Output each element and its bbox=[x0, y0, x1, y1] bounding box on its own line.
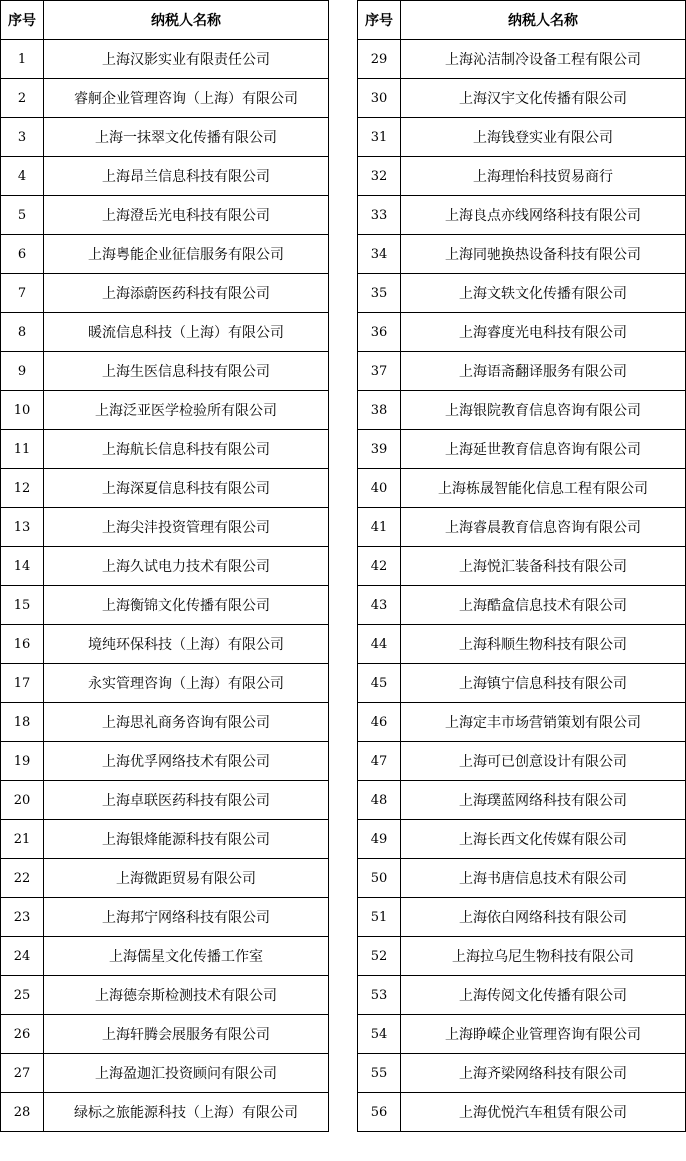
row-index: 39 bbox=[358, 430, 401, 469]
table-row bbox=[358, 235, 686, 274]
taxpayer-name: 境纯环保科技（上海）有限公司 bbox=[44, 625, 329, 664]
name-header: 纳税人名称 bbox=[401, 1, 686, 40]
row-index: 27 bbox=[1, 1054, 44, 1093]
row-index: 42 bbox=[358, 547, 401, 586]
taxpayer-name: 暖流信息科技（上海）有限公司 bbox=[44, 313, 329, 352]
taxpayer-table-right bbox=[357, 0, 686, 1132]
taxpayer-name: 上海良点亦线网络科技有限公司 bbox=[401, 196, 686, 235]
table-row bbox=[1, 976, 329, 1015]
index-header: 序号 bbox=[1, 1, 44, 40]
taxpayer-name: 上海悦汇装备科技有限公司 bbox=[401, 547, 686, 586]
header-row bbox=[1, 1, 329, 40]
row-index: 11 bbox=[1, 430, 44, 469]
row-index: 6 bbox=[1, 235, 44, 274]
taxpayer-name: 睿舸企业管理咨询（上海）有限公司 bbox=[44, 79, 329, 118]
table-row bbox=[1, 274, 329, 313]
table-row bbox=[358, 1093, 686, 1132]
table-row bbox=[358, 1015, 686, 1054]
row-index: 9 bbox=[1, 352, 44, 391]
taxpayer-name: 上海酷盒信息技术有限公司 bbox=[401, 586, 686, 625]
taxpayer-name: 上海生医信息科技有限公司 bbox=[44, 352, 329, 391]
taxpayer-name: 上海尖沣投资管理有限公司 bbox=[44, 508, 329, 547]
row-index: 4 bbox=[1, 157, 44, 196]
taxpayer-name: 上海澄岳光电科技有限公司 bbox=[44, 196, 329, 235]
taxpayer-name: 上海科顺生物科技有限公司 bbox=[401, 625, 686, 664]
row-index: 3 bbox=[1, 118, 44, 157]
index-header: 序号 bbox=[358, 1, 401, 40]
table-row bbox=[1, 625, 329, 664]
taxpayer-name: 上海传阅文化传播有限公司 bbox=[401, 976, 686, 1015]
table-row bbox=[1, 703, 329, 742]
taxpayer-name: 上海汉影实业有限责任公司 bbox=[44, 40, 329, 79]
row-index: 50 bbox=[358, 859, 401, 898]
row-index: 23 bbox=[1, 898, 44, 937]
name-header: 纳税人名称 bbox=[44, 1, 329, 40]
taxpayer-name: 上海语斋翻译服务有限公司 bbox=[401, 352, 686, 391]
table-row bbox=[1, 664, 329, 703]
table-row bbox=[1, 820, 329, 859]
table-row bbox=[358, 469, 686, 508]
row-index: 55 bbox=[358, 1054, 401, 1093]
row-index: 2 bbox=[1, 79, 44, 118]
row-index: 1 bbox=[1, 40, 44, 79]
row-index: 5 bbox=[1, 196, 44, 235]
row-index: 41 bbox=[358, 508, 401, 547]
row-index: 15 bbox=[1, 586, 44, 625]
taxpayer-name: 上海微距贸易有限公司 bbox=[44, 859, 329, 898]
table-row bbox=[358, 196, 686, 235]
table-row bbox=[1, 1015, 329, 1054]
row-index: 31 bbox=[358, 118, 401, 157]
table-row bbox=[1, 40, 329, 79]
taxpayer-name: 上海依白网络科技有限公司 bbox=[401, 898, 686, 937]
table-row bbox=[1, 157, 329, 196]
row-index: 16 bbox=[1, 625, 44, 664]
table-row bbox=[358, 625, 686, 664]
table-row bbox=[358, 586, 686, 625]
taxpayer-name: 上海德奈斯检测技术有限公司 bbox=[44, 976, 329, 1015]
row-index: 36 bbox=[358, 313, 401, 352]
table-row bbox=[1, 1054, 329, 1093]
taxpayer-name: 上海深夏信息科技有限公司 bbox=[44, 469, 329, 508]
taxpayer-name: 上海睿度光电科技有限公司 bbox=[401, 313, 686, 352]
row-index: 37 bbox=[358, 352, 401, 391]
taxpayer-name: 上海可已创意设计有限公司 bbox=[401, 742, 686, 781]
table-row bbox=[1, 235, 329, 274]
taxpayer-name: 上海银烽能源科技有限公司 bbox=[44, 820, 329, 859]
row-index: 40 bbox=[358, 469, 401, 508]
table-row bbox=[1, 469, 329, 508]
row-index: 49 bbox=[358, 820, 401, 859]
taxpayer-name: 上海思礼商务咨询有限公司 bbox=[44, 703, 329, 742]
taxpayer-name: 上海衡锦文化传播有限公司 bbox=[44, 586, 329, 625]
taxpayer-name: 上海书唐信息技术有限公司 bbox=[401, 859, 686, 898]
taxpayer-name: 上海轩腾会展服务有限公司 bbox=[44, 1015, 329, 1054]
table-row bbox=[358, 742, 686, 781]
table-row bbox=[1, 118, 329, 157]
row-index: 25 bbox=[1, 976, 44, 1015]
row-index: 54 bbox=[358, 1015, 401, 1054]
row-index: 29 bbox=[358, 40, 401, 79]
taxpayer-name: 上海银院教育信息咨询有限公司 bbox=[401, 391, 686, 430]
row-index: 38 bbox=[358, 391, 401, 430]
taxpayer-name: 上海久试电力技术有限公司 bbox=[44, 547, 329, 586]
taxpayer-name: 上海沁洁制冷设备工程有限公司 bbox=[401, 40, 686, 79]
table-row bbox=[1, 547, 329, 586]
row-index: 20 bbox=[1, 781, 44, 820]
taxpayer-name: 上海镇宁信息科技有限公司 bbox=[401, 664, 686, 703]
table-row bbox=[358, 313, 686, 352]
row-index: 10 bbox=[1, 391, 44, 430]
table-row bbox=[1, 859, 329, 898]
table-row bbox=[358, 547, 686, 586]
row-index: 32 bbox=[358, 157, 401, 196]
taxpayer-name: 永实管理咨询（上海）有限公司 bbox=[44, 664, 329, 703]
table-row bbox=[358, 703, 686, 742]
row-index: 51 bbox=[358, 898, 401, 937]
row-index: 7 bbox=[1, 274, 44, 313]
row-index: 13 bbox=[1, 508, 44, 547]
row-index: 30 bbox=[358, 79, 401, 118]
row-index: 22 bbox=[1, 859, 44, 898]
row-index: 8 bbox=[1, 313, 44, 352]
taxpayer-name: 上海栋晟智能化信息工程有限公司 bbox=[401, 469, 686, 508]
taxpayer-name: 上海航长信息科技有限公司 bbox=[44, 430, 329, 469]
row-index: 19 bbox=[1, 742, 44, 781]
table-row bbox=[1, 313, 329, 352]
row-index: 52 bbox=[358, 937, 401, 976]
row-index: 47 bbox=[358, 742, 401, 781]
table-row bbox=[1, 196, 329, 235]
taxpayer-table-left bbox=[0, 0, 329, 1132]
taxpayer-name: 上海添蔚医药科技有限公司 bbox=[44, 274, 329, 313]
row-index: 24 bbox=[1, 937, 44, 976]
table-row bbox=[358, 430, 686, 469]
taxpayer-name: 上海睿晨教育信息咨询有限公司 bbox=[401, 508, 686, 547]
row-index: 26 bbox=[1, 1015, 44, 1054]
table-row bbox=[1, 742, 329, 781]
table-row bbox=[358, 40, 686, 79]
table-row bbox=[1, 79, 329, 118]
table-row bbox=[358, 859, 686, 898]
taxpayer-name: 上海钱登实业有限公司 bbox=[401, 118, 686, 157]
table-row bbox=[1, 781, 329, 820]
taxpayer-name: 上海齐梁网络科技有限公司 bbox=[401, 1054, 686, 1093]
taxpayer-name: 上海定丰市场营销策划有限公司 bbox=[401, 703, 686, 742]
table-row bbox=[358, 79, 686, 118]
table-row bbox=[1, 937, 329, 976]
table-row bbox=[358, 664, 686, 703]
row-index: 33 bbox=[358, 196, 401, 235]
table-row bbox=[358, 508, 686, 547]
row-index: 43 bbox=[358, 586, 401, 625]
taxpayer-name: 上海泛亚医学检验所有限公司 bbox=[44, 391, 329, 430]
taxpayer-name: 上海同驰换热设备科技有限公司 bbox=[401, 235, 686, 274]
taxpayer-name: 上海文轶文化传播有限公司 bbox=[401, 274, 686, 313]
row-index: 48 bbox=[358, 781, 401, 820]
row-index: 53 bbox=[358, 976, 401, 1015]
taxpayer-name: 上海邦宁网络科技有限公司 bbox=[44, 898, 329, 937]
table-row bbox=[358, 157, 686, 196]
table-row bbox=[1, 430, 329, 469]
row-index: 45 bbox=[358, 664, 401, 703]
table-row bbox=[358, 898, 686, 937]
table-row bbox=[1, 391, 329, 430]
row-index: 28 bbox=[1, 1093, 44, 1132]
taxpayer-name: 上海优悦汽车租赁有限公司 bbox=[401, 1093, 686, 1132]
taxpayer-name: 上海璞蓝网络科技有限公司 bbox=[401, 781, 686, 820]
taxpayer-name: 上海昂兰信息科技有限公司 bbox=[44, 157, 329, 196]
table-row bbox=[1, 508, 329, 547]
table-row bbox=[358, 937, 686, 976]
table-row bbox=[358, 1054, 686, 1093]
row-index: 56 bbox=[358, 1093, 401, 1132]
row-index: 17 bbox=[1, 664, 44, 703]
header-row bbox=[358, 1, 686, 40]
row-index: 18 bbox=[1, 703, 44, 742]
taxpayer-name: 绿标之旅能源科技（上海）有限公司 bbox=[44, 1093, 329, 1132]
taxpayer-name: 上海盈迦汇投资顾问有限公司 bbox=[44, 1054, 329, 1093]
table-row bbox=[358, 820, 686, 859]
row-index: 46 bbox=[358, 703, 401, 742]
table-row bbox=[1, 586, 329, 625]
taxpayer-name: 上海一抹翠文化传播有限公司 bbox=[44, 118, 329, 157]
row-index: 14 bbox=[1, 547, 44, 586]
row-index: 21 bbox=[1, 820, 44, 859]
row-index: 35 bbox=[358, 274, 401, 313]
table-row bbox=[1, 898, 329, 937]
table-row bbox=[1, 1093, 329, 1132]
table-row bbox=[358, 391, 686, 430]
taxpayer-name: 上海优孚网络技术有限公司 bbox=[44, 742, 329, 781]
taxpayer-name: 上海延世教育信息咨询有限公司 bbox=[401, 430, 686, 469]
table-row bbox=[358, 976, 686, 1015]
taxpayer-name: 上海理怡科技贸易商行 bbox=[401, 157, 686, 196]
row-index: 12 bbox=[1, 469, 44, 508]
taxpayer-name: 上海拉乌尼生物科技有限公司 bbox=[401, 937, 686, 976]
table-row bbox=[358, 118, 686, 157]
table-row bbox=[358, 352, 686, 391]
row-index: 34 bbox=[358, 235, 401, 274]
table-row bbox=[358, 781, 686, 820]
taxpayer-name: 上海儒星文化传播工作室 bbox=[44, 937, 329, 976]
table-row bbox=[358, 274, 686, 313]
taxpayer-name: 上海粤能企业征信服务有限公司 bbox=[44, 235, 329, 274]
table-row bbox=[1, 352, 329, 391]
taxpayer-name: 上海长西文化传媒有限公司 bbox=[401, 820, 686, 859]
taxpayer-name: 上海睁嵘企业管理咨询有限公司 bbox=[401, 1015, 686, 1054]
taxpayer-name: 上海汉宇文化传播有限公司 bbox=[401, 79, 686, 118]
row-index: 44 bbox=[358, 625, 401, 664]
taxpayer-name: 上海卓联医药科技有限公司 bbox=[44, 781, 329, 820]
